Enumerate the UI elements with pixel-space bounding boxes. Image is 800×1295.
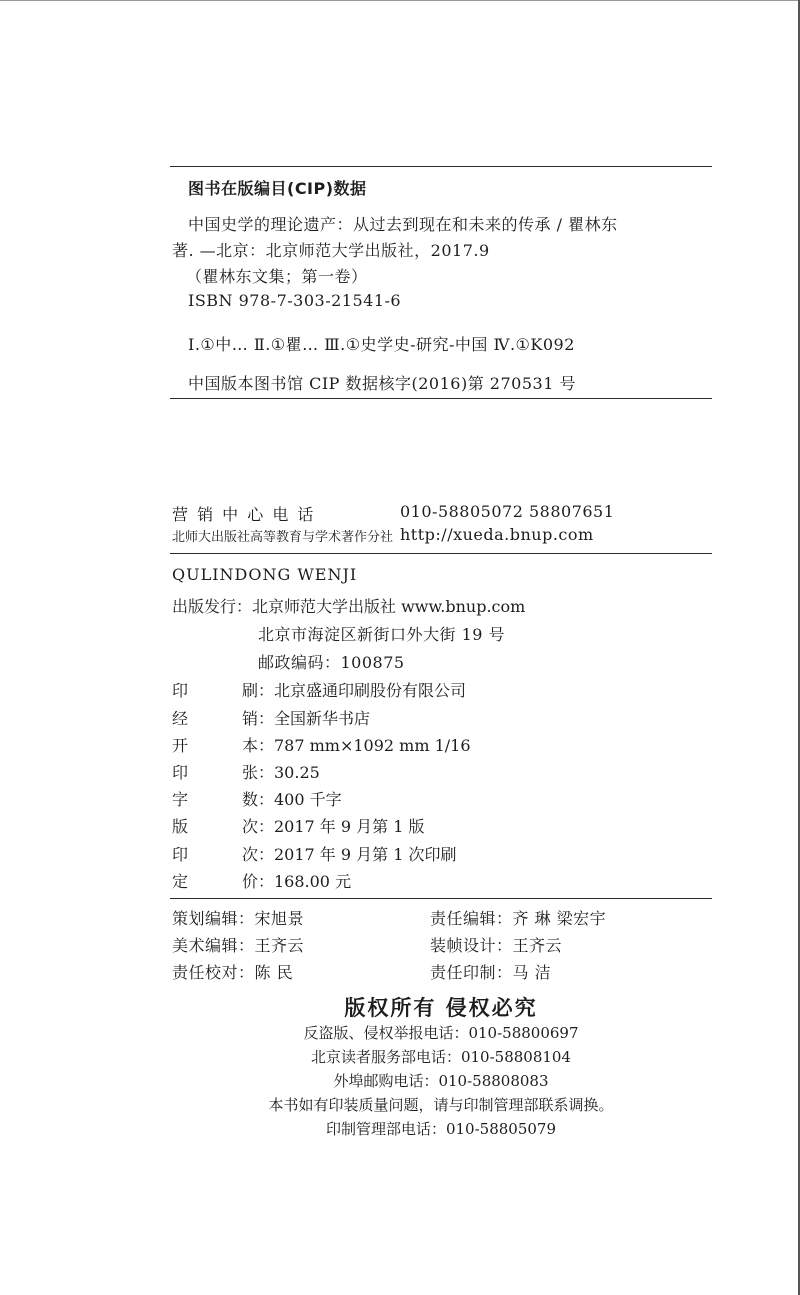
detail-value: ：168.00 元 [258,872,352,891]
detail-value: ：30.25 [258,763,320,782]
details-rule [170,898,712,899]
detail-label: 字数 [172,790,258,809]
publisher-address: 北京市海淀区新街口外大街 19 号 [258,625,506,644]
cip-title-line2: 著. —北京：北京师范大学出版社，2017.9 [172,241,490,260]
detail-label: 版次 [172,817,258,836]
copyright-notice: 版权所有 侵权必究 [344,996,538,1020]
detail-label: 开本 [172,736,258,755]
detail-value: ：400 千字 [258,790,342,809]
detail-value: ：北京盛通印刷股份有限公司 [258,681,467,700]
detail-row-printer [172,678,466,701]
cip-verification: 中国版本图书馆 CIP 数据核字(2016)第 270531 号 [188,374,576,393]
copyright-mail-order: 外埠邮购电话：010-58808083 [333,1072,549,1090]
page-top-edge [0,0,800,1]
detail-row-price [172,869,351,892]
credit-proofreader: 责任校对：陈 民 [172,963,294,982]
cip-isbn: ISBN 978-7-303-21541-6 [188,291,402,310]
detail-label: 印刷 [172,681,258,700]
detail-row-edition [172,814,425,837]
copyright-piracy-phone: 反盗版、侵权举报电话：010-58800697 [303,1024,579,1042]
cip-bottom-rule [170,398,712,399]
marketing-url: http://xueda.bnup.com [400,525,594,544]
detail-row-printing [172,842,457,865]
cip-top-rule [170,166,712,167]
publisher-value: 北京师范大学出版社 www.bnup.com [252,597,526,616]
copyright-reader-service: 北京读者服务部电话：010-58808104 [310,1048,572,1066]
publisher-postcode: 邮政编码：100875 [258,653,405,672]
copyright-print-mgmt-phone: 印制管理部电话：010-58805079 [325,1120,557,1138]
marketing-phones: 010-58805072 58807651 [400,502,615,521]
copyright-quality-note: 本书如有印装质量问题，请与印制管理部联系调换。 [268,1096,614,1114]
publisher-row [172,594,525,617]
detail-label: 定价 [172,872,258,891]
detail-row-format [172,733,471,756]
credit-planning-editor: 策划编辑：宋旭景 [172,909,305,928]
detail-label: 印次 [172,845,258,864]
publisher-label: 出版发行： [172,597,253,616]
credit-art-editor: 美术编辑：王齐云 [172,936,305,955]
detail-value: ：全国新华书店 [258,709,371,728]
detail-value: ：2017 年 9 月第 1 次印刷 [258,845,457,864]
detail-label: 经销 [172,709,258,728]
detail-row-sheets [172,760,320,783]
detail-row-wordcount [172,787,342,810]
detail-label: 印张 [172,763,258,782]
detail-value: ：2017 年 9 月第 1 版 [258,817,425,836]
pinyin-title: QULINDONG WENJI [172,565,358,584]
credit-responsible-editor: 责任编辑：齐 琳 梁宏宇 [430,909,607,928]
marketing-rule [170,553,712,554]
marketing-branch: 北师大出版社高等教育与学术著作分社 [172,530,394,545]
cip-series: （瞿林东文集；第一卷） [186,267,368,286]
detail-row-distributor [172,706,370,729]
credit-binding-design: 装帧设计：王齐云 [430,936,563,955]
cip-heading: 图书在版编目(CIP)数据 [188,179,367,198]
cip-classification: Ⅰ.①中… Ⅱ.①瞿… Ⅲ.①史学史-研究-中国 Ⅳ.①K092 [188,335,575,354]
marketing-label: 营 销 中 心 电 话 [172,505,316,524]
detail-value: ：787 mm×1092 mm 1/16 [258,736,471,755]
credit-printing-supervisor: 责任印制：马 洁 [430,963,552,982]
cip-title-line1: 中国史学的理论遗产：从过去到现在和未来的传承 / 瞿林东 [188,215,618,234]
